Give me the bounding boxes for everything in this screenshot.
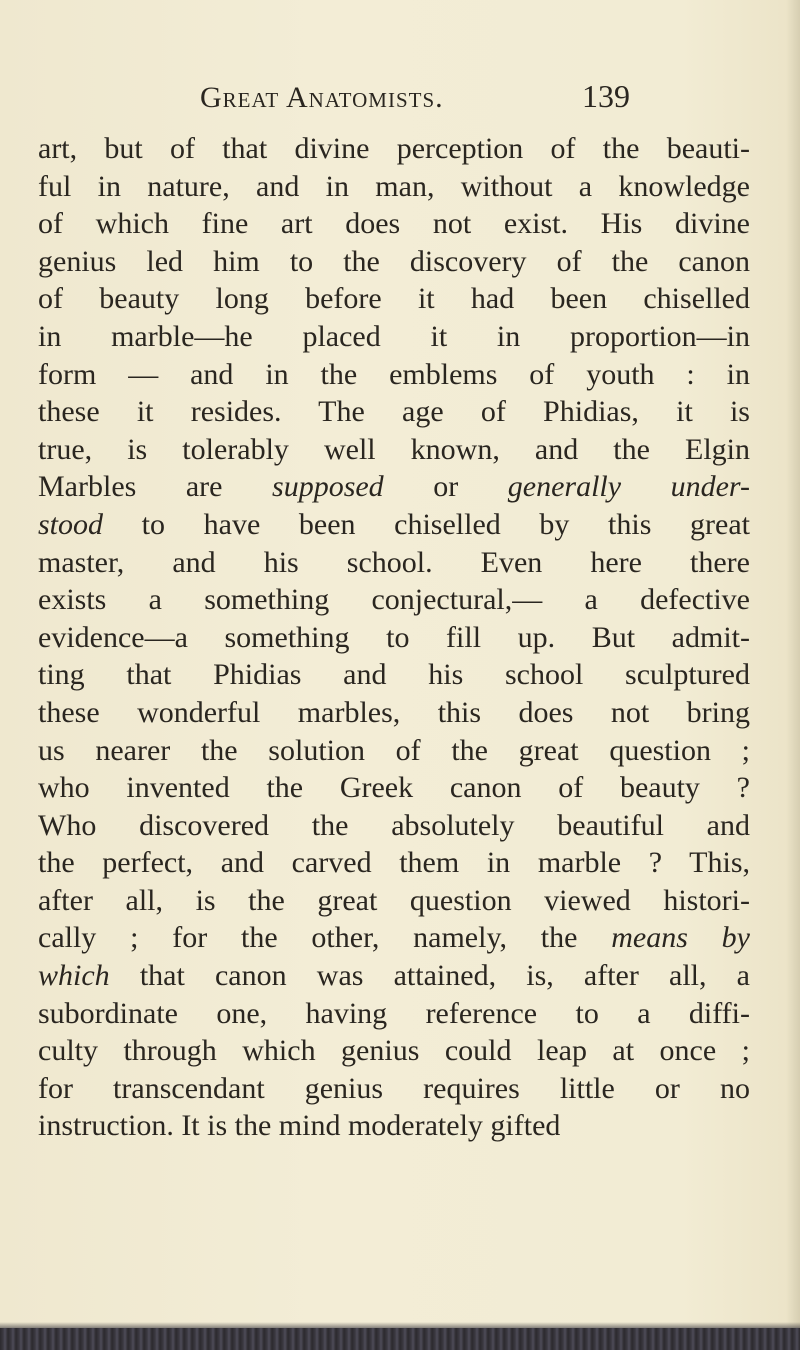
text-line [38, 205, 750, 243]
text-segment: that canon was attained, is, after all, a [109, 959, 750, 993]
text-segment: ful in nature, and in man, without a knowledge [38, 169, 750, 203]
text-line [38, 318, 750, 356]
text-line [38, 919, 750, 957]
text-segment: us nearer the solution of the great question ; [38, 733, 750, 767]
text-line [38, 243, 750, 281]
text-line [38, 280, 750, 318]
text-segment: who invented the Greek canon of beauty ? [38, 771, 750, 805]
text-segment: exists a something conjectural,— a defective [38, 583, 750, 617]
text-segment: Marbles are [38, 470, 273, 504]
text-line [38, 1107, 750, 1145]
text-segment: in marble—he placed it in proportion—in [38, 319, 750, 353]
text-segment: master, and his school. Even here there [38, 545, 750, 579]
text-segment: cally ; for the other, namely, the [38, 921, 612, 955]
text-segment: after all, is the great question viewed histori- [38, 883, 750, 917]
text-line [38, 130, 750, 168]
text-line [38, 581, 750, 619]
text-line [38, 544, 750, 582]
page-header [200, 78, 630, 118]
text-segment: art, but of that divine perception of the beauti- [38, 132, 750, 165]
text-segment: true, is tolerably well known, and the Elgin [38, 432, 750, 466]
page-edge-shadow [786, 0, 800, 1350]
text-segment: or [383, 470, 508, 504]
text-segment: the perfect, and carved them in marble ? This, [38, 846, 750, 880]
text-line [38, 393, 750, 431]
text-line [38, 1070, 750, 1108]
text-line [38, 168, 750, 206]
italic-text: which [38, 959, 110, 993]
text-line [38, 957, 750, 995]
text-segment: subordinate one, having reference to a diffi- [38, 996, 750, 1030]
text-segment: to have been chiselled by this great [103, 507, 750, 541]
text-segment: evidence—a something to fill up. But admit- [38, 620, 750, 654]
text-line [38, 431, 750, 469]
text-line [38, 656, 750, 694]
text-segment: for transcendant genius requires little or no [38, 1071, 750, 1105]
text-segment: instruction. It is the mind moderately gifted [38, 1109, 561, 1143]
text-line [38, 769, 750, 807]
text-segment: of which fine art does not exist. His divine [38, 207, 750, 241]
italic-text: stood [38, 507, 104, 541]
body-text [38, 130, 750, 1145]
italic-text: supposed [272, 470, 384, 504]
text-line [38, 468, 750, 506]
text-line [38, 694, 750, 732]
text-segment: of beauty long before it had been chiselled [38, 282, 750, 316]
running-head: Great Anatomists. [200, 81, 444, 114]
text-line [38, 356, 750, 394]
text-segment: Who discovered the absolutely beautiful and [38, 808, 750, 842]
text-segment: these it resides. The age of Phidias, it is [38, 395, 750, 429]
text-line [38, 844, 750, 882]
italic-text: generally under- [507, 470, 750, 504]
text-line [38, 732, 750, 770]
text-segment: form — and in the emblems of youth : in [38, 357, 750, 391]
italic-text: means by [611, 921, 750, 955]
scan-bottom-edge [0, 1328, 800, 1350]
text-line [38, 995, 750, 1033]
text-line [38, 506, 750, 544]
text-line [38, 807, 750, 845]
text-line [38, 882, 750, 920]
text-line [38, 619, 750, 657]
text-segment: ting that Phidias and his school sculptured [38, 658, 750, 692]
text-segment: culty through which genius could leap at once ; [38, 1034, 750, 1068]
text-segment: these wonderful marbles, this does not bring [38, 695, 750, 729]
page-number: 139 [582, 78, 630, 114]
text-segment: genius led him to the discovery of the canon [38, 244, 750, 278]
text-line [38, 1032, 750, 1070]
